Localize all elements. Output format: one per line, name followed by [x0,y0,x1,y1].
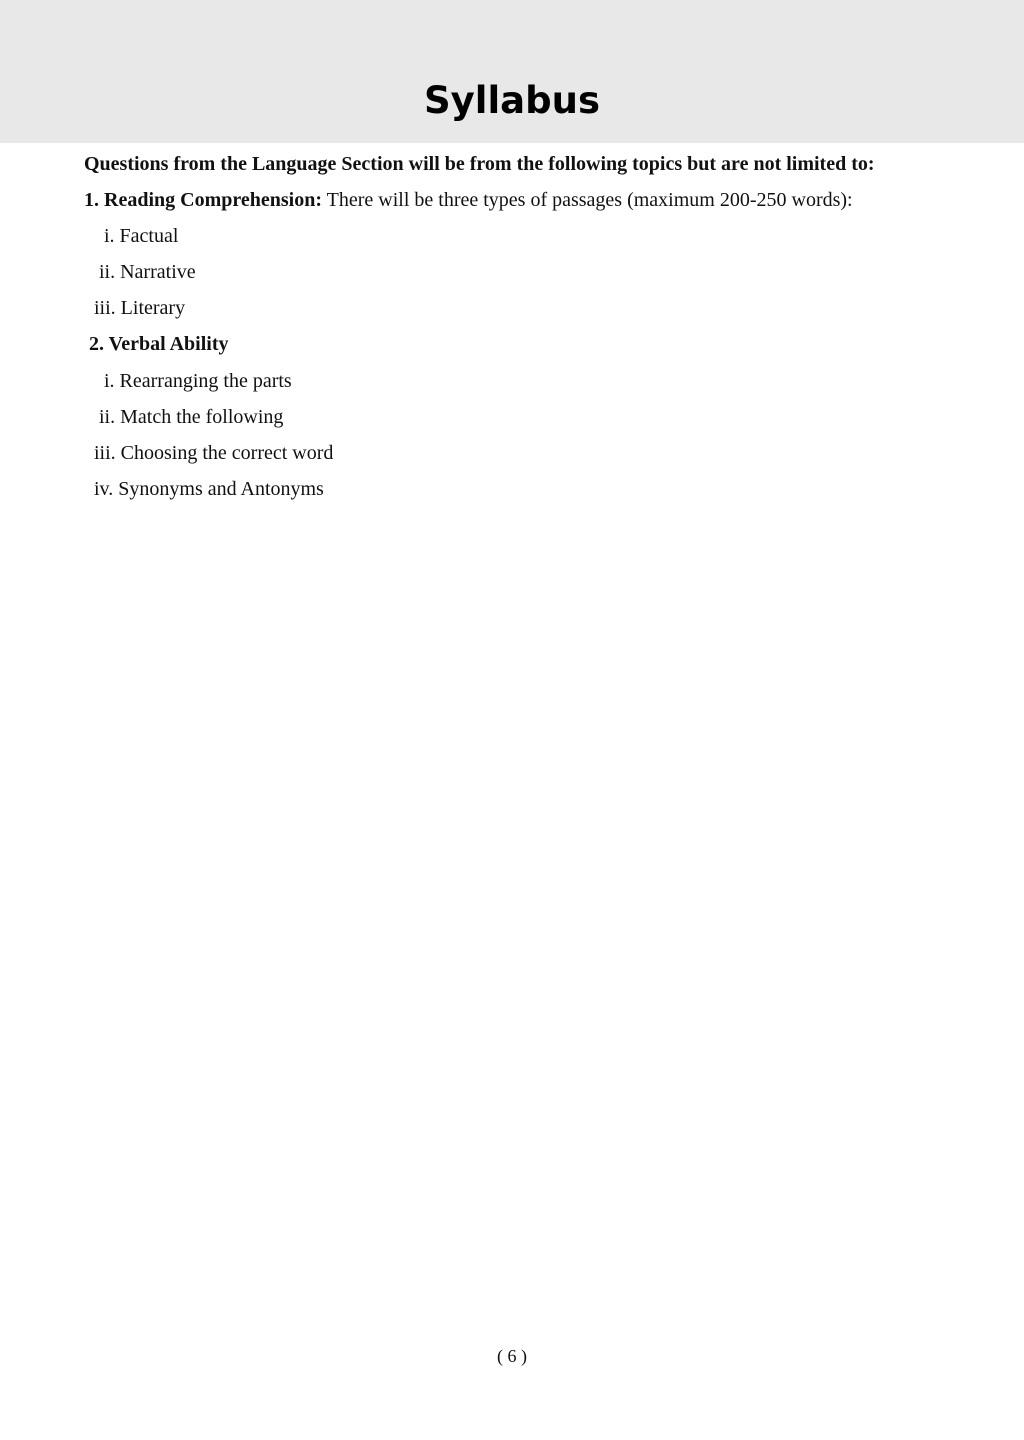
page-number: ( 6 ) [497,1346,527,1366]
list-item: ii. Narrative [99,261,196,283]
list-item: i. Factual [104,225,179,247]
list-item: iii. Literary [94,297,186,319]
intro-text: Questions from the Language Section will be from the following topics but are not limited to: [84,153,875,175]
list-item: i. Rearranging the parts [104,370,292,392]
list-item: ii. Match the following [99,406,284,428]
section-verbal-ability [89,331,228,357]
list-item: iii. Choosing the correct word [94,442,334,464]
section-description: There will be three types of passages (maximum 200-250 words): [322,189,853,211]
section-heading: 2. Verbal Ability [89,333,229,355]
list-item: iv. Synonyms and Antonyms [94,478,324,500]
section-heading: 1. Reading Comprehension: [84,189,322,211]
section-reading-comprehension [84,187,853,213]
page-title: Syllabus [424,79,600,122]
